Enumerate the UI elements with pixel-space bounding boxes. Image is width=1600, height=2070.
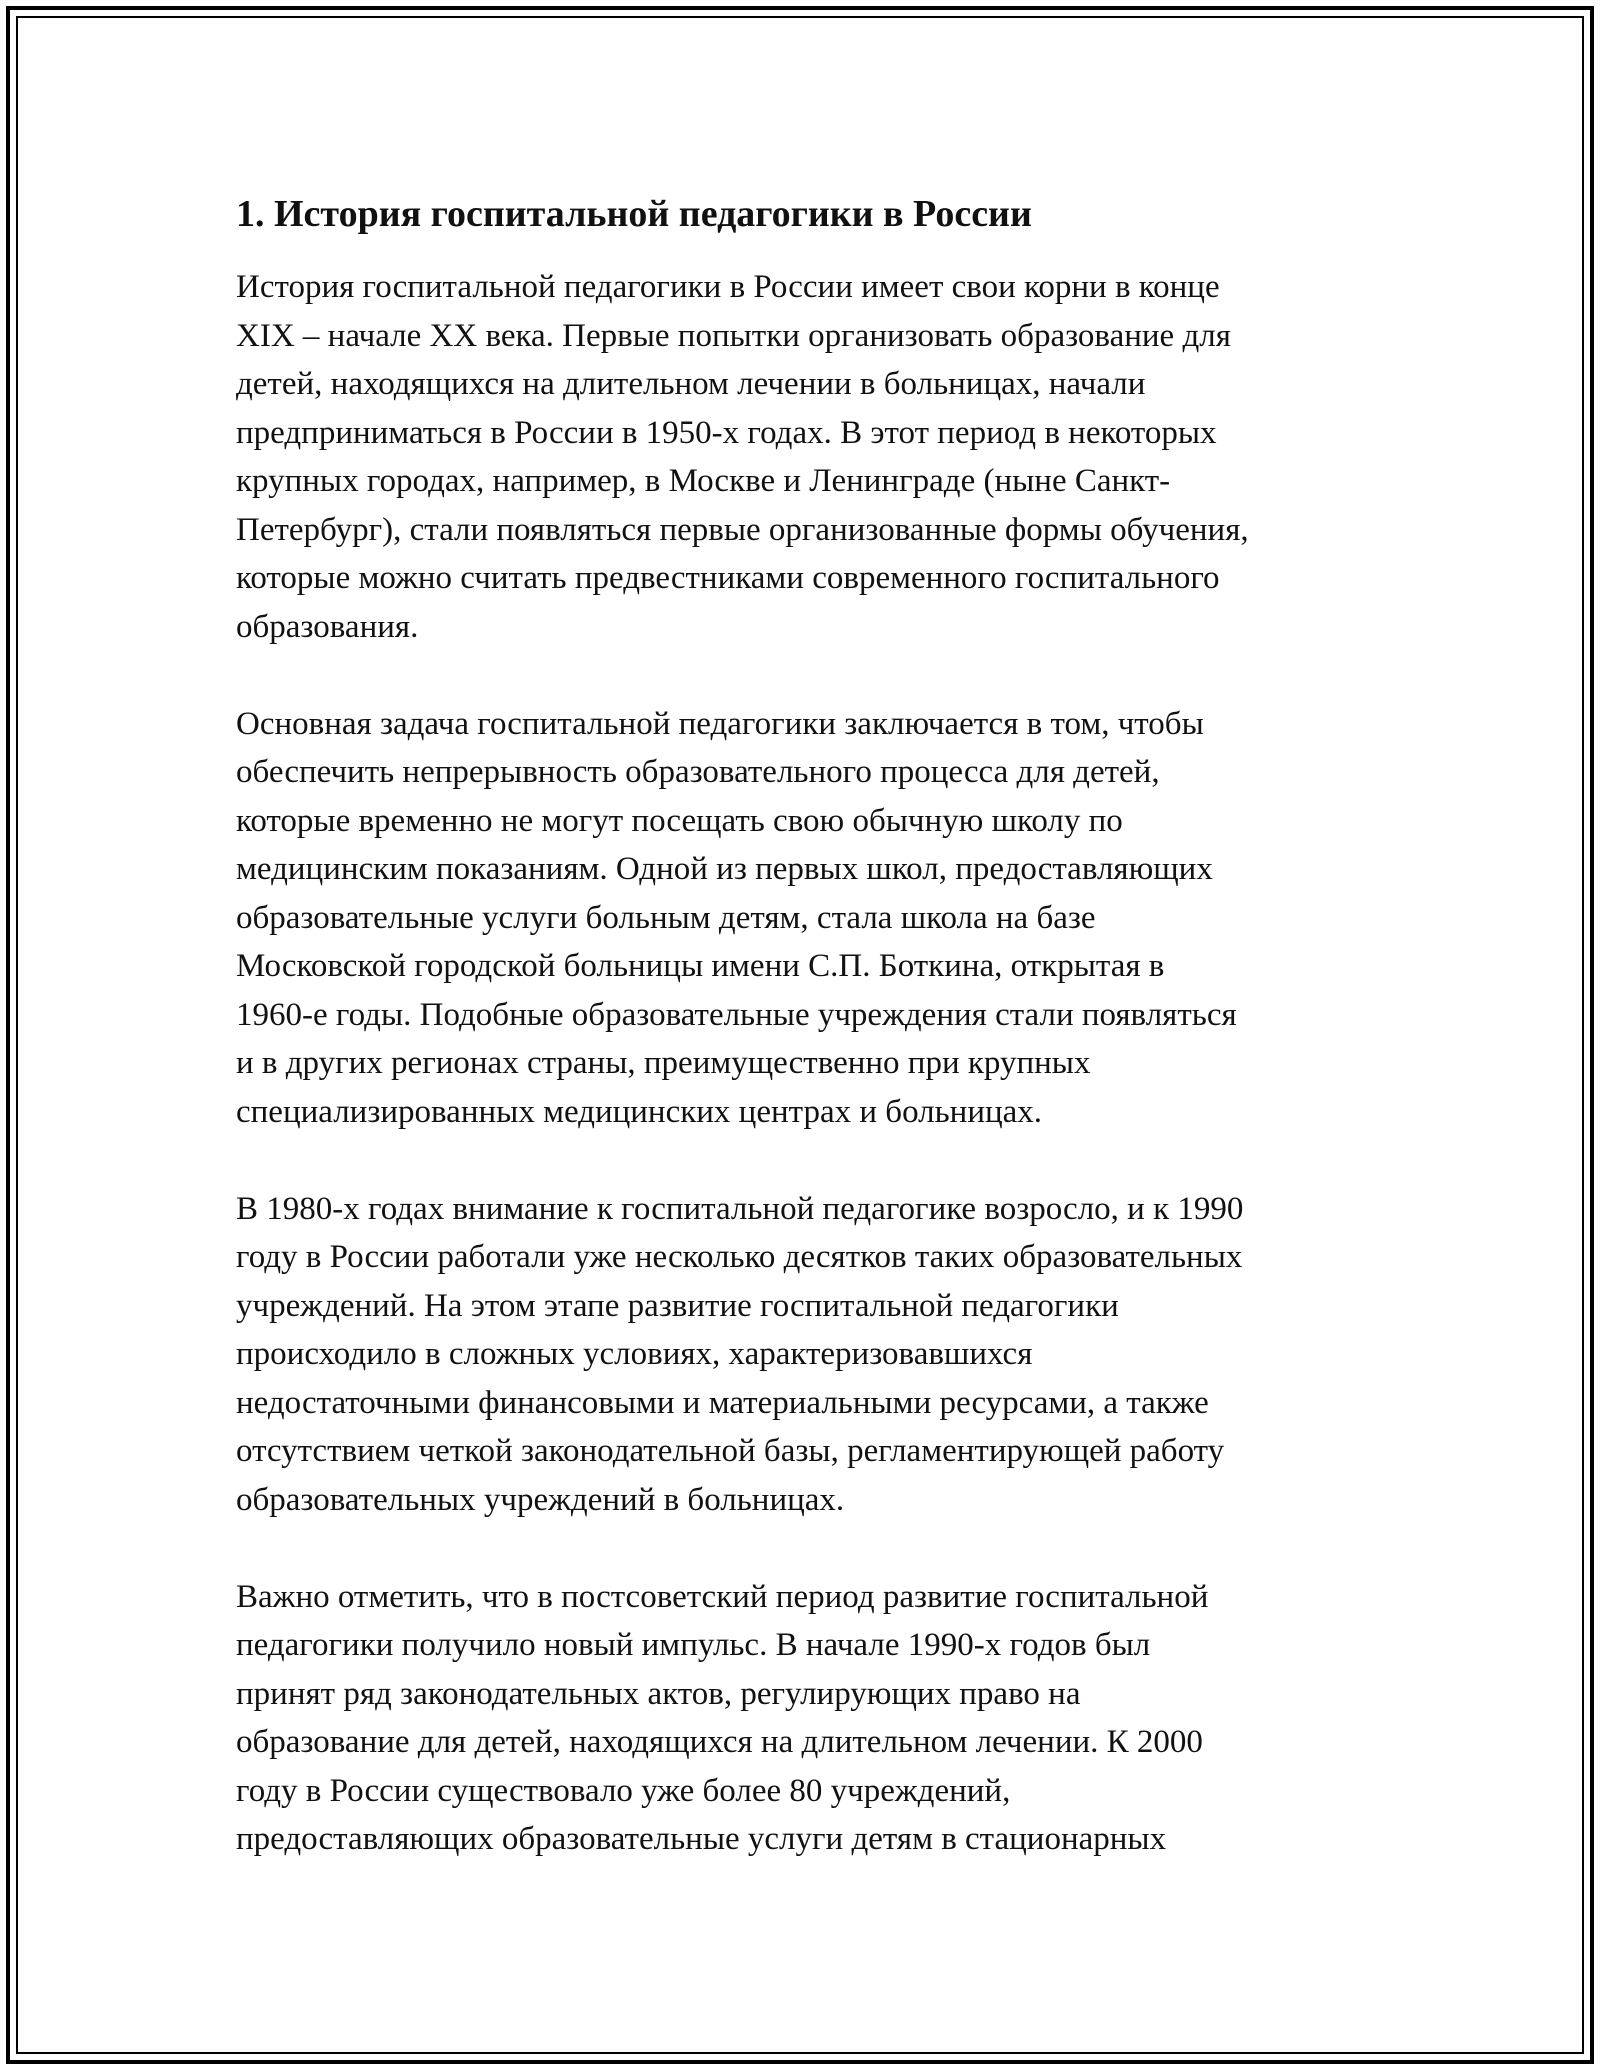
- paragraph-3: В 1980-х годах внимание к госпитальной педагогике возросло, и к 1990 году в России работали уже несколько десятков таких образовательных учреждений. На этом этапе развитие госпитальной педагогики происходило в сложных условиях, характеризовавшихся недостаточными финансовыми и материальными ресурсами, а также отсутствием четкой законодательной базы, регламентирующей работу образовательных учреждений в больницах.: [236, 1190, 1244, 1518]
- section-heading: 1. История госпитальной педагогики в России: [236, 193, 1032, 235]
- document-body: [236, 185, 1386, 1864]
- paragraph-1: История госпитальной педагогики в России имеет свои корни в конце XIX – начале XX века. Первые попытки организовать образование для детей, находящихся на длительном лечении в больницах, начали предприниматься в России в 1950-х годах. В этот период в некоторых крупных городах, например, в Москве и Ленинграде (ныне Санкт- Петербург), стали появляться первые организованные формы обучения, которые можно считать предвестниками современного госпитального образования.: [236, 269, 1249, 645]
- paragraph-4: Важно отметить, что в постсоветский период развитие госпитальной педагогики получило новый импульс. В начале 1990-х годов был принят ряд законодательных актов, регулирующих право на образование для детей, находящихся на длительном лечении. К 2000 году в России существовало уже более 80 учреждений, предоставляющих образовательные услуги детям в стационарных: [236, 1578, 1209, 1857]
- paragraph-2: Основная задача госпитальной педагогики заключается в том, чтобы обеспечить непрерывность образовательного процесса для детей, которые временно не могут посещать свою обычную школу по медицинским показаниям. Одной из первых школ, предоставляющих образовательные услуги больным детям, стала школа на базе Московской городской больницы имени С.П. Боткина, открытая в 1960-е годы. Подобные образовательные учреждения стали появляться и в других регионах страны, преимущественно при крупных специализированных медицинских центрах и больницах.: [236, 705, 1237, 1130]
